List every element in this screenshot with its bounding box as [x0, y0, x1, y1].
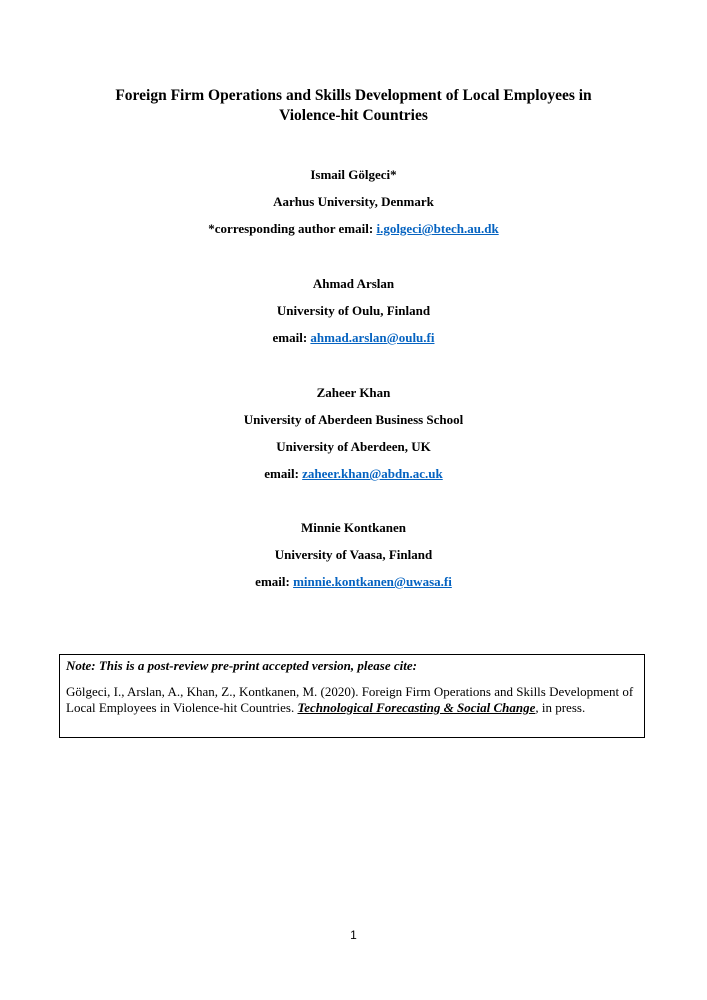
- author-name: Zaheer Khan: [316, 385, 391, 400]
- author-affiliation: University of Aberdeen, UK: [276, 439, 431, 454]
- author-affiliation: Aarhus University, Denmark: [273, 194, 434, 209]
- author-affiliation: University of Oulu, Finland: [276, 303, 431, 318]
- paper-title: [60, 86, 647, 126]
- author-email-line: [0, 466, 707, 482]
- citation-text: [66, 684, 638, 716]
- email-link[interactable]: minnie.kontkanen@uwasa.fi: [293, 574, 452, 589]
- author-email-line: [0, 330, 707, 346]
- author-name: Ahmad Arslan: [312, 276, 395, 291]
- citation-text-after: , in press.: [535, 700, 586, 715]
- author-affiliation: University of Vaasa, Finland: [274, 547, 433, 562]
- citation-text-before: Gölgeci, I., Arslan, A., Khan, Z., Kontkanen, M. (2020). Foreign Firm Operations and Skills Development of Local Employees in Violence-hit Countries.: [66, 684, 634, 715]
- email-label: email:: [272, 330, 308, 345]
- email-link[interactable]: zaheer.khan@abdn.ac.uk: [302, 466, 443, 481]
- citation-note-box: [59, 654, 645, 738]
- author-email-line: [0, 574, 707, 590]
- email-label: email:: [264, 466, 299, 481]
- author-affiliation: University of Aberdeen Business School: [243, 412, 464, 427]
- email-label: email:: [255, 574, 290, 589]
- email-label: *corresponding author email:: [208, 221, 374, 236]
- note-heading: Note: This is a post-review pre-print accepted version, please cite:: [66, 658, 417, 673]
- author-email-line: [0, 221, 707, 237]
- page-number: 1: [350, 928, 357, 942]
- author-name: Ismail Gölgeci*: [310, 167, 397, 182]
- journal-name: Technological Forecasting & Social Change: [297, 700, 536, 715]
- email-link[interactable]: i.golgeci@btech.au.dk: [376, 221, 499, 236]
- paper-title-line-1: Foreign Firm Operations and Skills Development of Local Employees in: [115, 87, 592, 104]
- author-name: Minnie Kontkanen: [300, 520, 407, 535]
- email-link[interactable]: ahmad.arslan@oulu.fi: [310, 330, 435, 345]
- paper-title-line-2: Violence-hit Countries: [279, 107, 428, 124]
